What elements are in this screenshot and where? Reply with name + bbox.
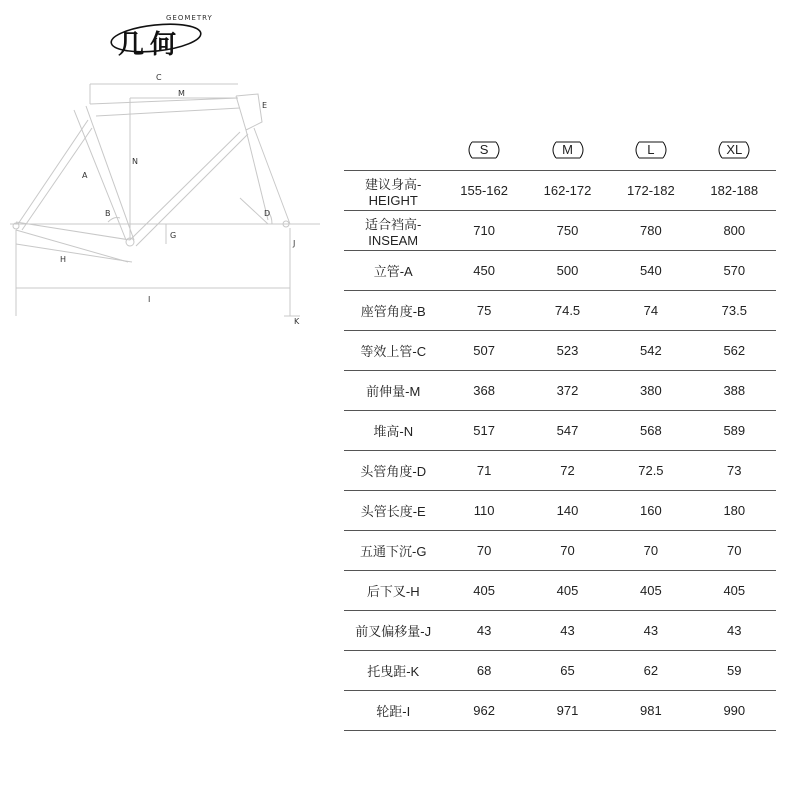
chain-stay-line	[16, 222, 130, 240]
label-b: B	[105, 209, 111, 218]
size-value-cell: 43	[442, 611, 525, 651]
size-value-cell: 74	[609, 291, 692, 331]
row-label: 前叉偏移量-J	[344, 611, 442, 651]
geometry-logo	[108, 10, 218, 60]
seat-stay-line	[18, 120, 88, 224]
row-label: 托曳距-K	[344, 651, 442, 691]
frame-geometry-diagram	[0, 68, 330, 330]
row-label: 立管-A	[344, 251, 442, 291]
size-value-cell: 562	[693, 331, 776, 371]
size-value-cell: 73.5	[693, 291, 776, 331]
size-value-cell: 450	[442, 251, 525, 291]
size-value-cell: 750	[526, 211, 609, 251]
size-value-cell: 405	[526, 571, 609, 611]
row-label: 建议身高-HEIGHT	[344, 171, 442, 211]
size-value-cell: 540	[609, 251, 692, 291]
table-row	[344, 171, 776, 211]
label-g: G	[170, 231, 177, 240]
size-value-cell: 981	[609, 691, 692, 731]
size-value-cell: 568	[609, 411, 692, 451]
label-m: M	[178, 89, 185, 98]
size-m-pill: M	[548, 142, 588, 158]
geometry-table	[344, 130, 776, 731]
size-value-cell: 70	[693, 531, 776, 571]
label-j: J	[293, 239, 296, 248]
label-a: A	[82, 171, 88, 180]
size-value-cell: 74.5	[526, 291, 609, 331]
down-tube-line-2	[136, 134, 248, 246]
row-label: 堆高-N	[344, 411, 442, 451]
size-value-cell: 70	[609, 531, 692, 571]
size-value-cell: 405	[609, 571, 692, 611]
fork-line-2	[254, 128, 290, 224]
size-s-header	[442, 130, 525, 171]
size-value-cell: 180	[693, 491, 776, 531]
row-label: 头管角度-D	[344, 451, 442, 491]
size-value-cell: 70	[442, 531, 525, 571]
size-value-cell: 43	[693, 611, 776, 651]
table-row	[344, 491, 776, 531]
size-value-cell: 507	[442, 331, 525, 371]
size-value-cell: 405	[693, 571, 776, 611]
table-row	[344, 251, 776, 291]
size-value-cell: 70	[526, 531, 609, 571]
row-label: 适合裆高-INSEAM	[344, 211, 442, 251]
label-k: K	[294, 317, 300, 326]
size-value-cell: 65	[526, 651, 609, 691]
size-value-cell: 517	[442, 411, 525, 451]
table-row	[344, 331, 776, 371]
head-tube-shape	[236, 94, 262, 130]
size-value-cell: 780	[609, 211, 692, 251]
label-n: N	[132, 157, 138, 166]
header-empty-cell	[344, 130, 442, 171]
chain-stay-line-2	[16, 230, 128, 262]
table-row	[344, 211, 776, 251]
size-value-cell: 372	[526, 371, 609, 411]
table-row	[344, 571, 776, 611]
row-label: 后下叉-H	[344, 571, 442, 611]
size-value-cell: 962	[442, 691, 525, 731]
size-value-cell: 72.5	[609, 451, 692, 491]
size-value-cell: 68	[442, 651, 525, 691]
size-value-cell: 75	[442, 291, 525, 331]
label-d: D	[264, 209, 271, 218]
size-value-cell: 172-182	[609, 171, 692, 211]
row-label: 轮距-I	[344, 691, 442, 731]
size-value-cell: 71	[442, 451, 525, 491]
size-header-row	[344, 130, 776, 171]
size-value-cell: 388	[693, 371, 776, 411]
label-i: I	[148, 295, 151, 304]
table-row	[344, 651, 776, 691]
size-value-cell: 72	[526, 451, 609, 491]
label-c: C	[156, 73, 162, 82]
size-value-cell: 59	[693, 651, 776, 691]
logo-subtitle: GEOMETRY	[166, 14, 213, 22]
size-value-cell: 523	[526, 331, 609, 371]
size-value-cell: 162-172	[526, 171, 609, 211]
size-value-cell: 73	[693, 451, 776, 491]
size-value-cell: 710	[442, 211, 525, 251]
size-value-cell: 155-162	[442, 171, 525, 211]
size-value-cell: 990	[693, 691, 776, 731]
size-value-cell: 542	[609, 331, 692, 371]
row-label: 五通下沉-G	[344, 531, 442, 571]
size-value-cell: 547	[526, 411, 609, 451]
size-m-header	[526, 130, 609, 171]
row-label: 等效上管-C	[344, 331, 442, 371]
label-e: E	[262, 101, 268, 110]
size-value-cell: 110	[442, 491, 525, 531]
size-value-cell: 160	[609, 491, 692, 531]
size-value-cell: 971	[526, 691, 609, 731]
size-value-cell: 405	[442, 571, 525, 611]
top-tube-line	[90, 98, 238, 104]
logo-title: 几何	[118, 30, 183, 60]
table-row	[344, 291, 776, 331]
size-l-header	[609, 130, 692, 171]
size-value-cell: 368	[442, 371, 525, 411]
size-value-cell: 380	[609, 371, 692, 411]
table-row	[344, 371, 776, 411]
size-value-cell: 43	[526, 611, 609, 651]
row-label: 座管角度-B	[344, 291, 442, 331]
size-xl-header	[693, 130, 776, 171]
size-value-cell: 43	[609, 611, 692, 651]
size-l-pill: L	[631, 142, 671, 158]
table-row	[344, 611, 776, 651]
size-value-cell: 570	[693, 251, 776, 291]
table-row	[344, 451, 776, 491]
geometry-table-body	[344, 171, 776, 731]
size-value-cell: 500	[526, 251, 609, 291]
label-h: H	[60, 255, 67, 264]
size-xl-pill: XL	[714, 142, 754, 158]
size-s-pill: S	[464, 142, 504, 158]
size-value-cell: 589	[693, 411, 776, 451]
size-value-cell: 800	[693, 211, 776, 251]
table-row	[344, 531, 776, 571]
size-value-cell: 140	[526, 491, 609, 531]
size-value-cell: 182-188	[693, 171, 776, 211]
table-row	[344, 691, 776, 731]
row-label: 头管长度-E	[344, 491, 442, 531]
top-tube-line-2	[96, 108, 240, 116]
size-value-cell: 62	[609, 651, 692, 691]
row-label: 前伸量-M	[344, 371, 442, 411]
table-row	[344, 411, 776, 451]
